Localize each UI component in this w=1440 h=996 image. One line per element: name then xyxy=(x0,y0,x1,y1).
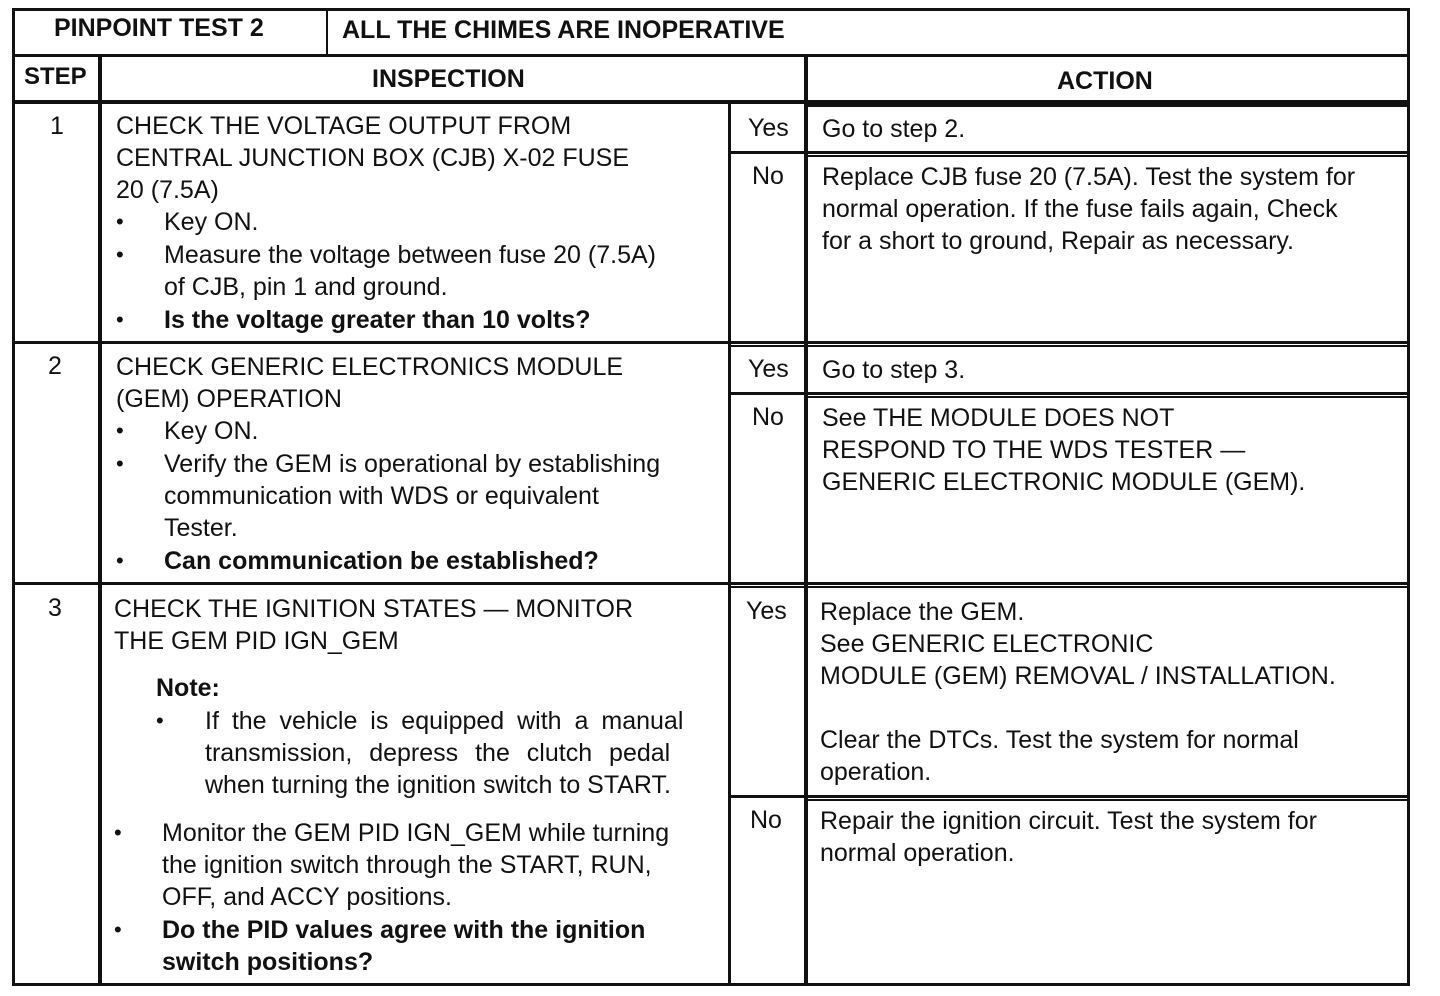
procedure-item: the ignition switch through the START, RUN, xyxy=(162,851,652,879)
yes-action: Go to step 3. xyxy=(822,356,966,384)
procedure-question: Can communication be established? xyxy=(164,547,599,575)
yes-action-line: operation. xyxy=(820,758,932,786)
column-header-step: STEP xyxy=(24,63,87,90)
note-text-line: transmission, depress the clutch pedal xyxy=(205,739,671,767)
procedure-item: Monitor the GEM PID IGN_GEM while turning xyxy=(162,819,670,847)
step-heading-line: CENTRAL JUNCTION BOX (CJB) X-02 FUSE xyxy=(116,144,630,172)
table-border-bottom xyxy=(12,983,1410,986)
bullet-icon: • xyxy=(116,451,124,476)
title-separator xyxy=(326,8,328,55)
title-bottom-line xyxy=(12,54,1410,57)
table-border-top xyxy=(12,8,1410,11)
row2-shadow-line xyxy=(731,586,1410,588)
bullet-icon: • xyxy=(116,418,124,443)
bullet-icon: • xyxy=(114,820,122,845)
no-action-line: Replace CJB fuse 20 (7.5A). Test the system for xyxy=(822,163,1356,191)
yes-action-line: See GENERIC ELECTRONIC xyxy=(820,630,1154,658)
row1-bottom-line xyxy=(12,341,1410,344)
row3-yes-no-split xyxy=(730,795,1410,798)
row2-yes-no-split xyxy=(730,392,1410,395)
column-header-action-bottom xyxy=(806,104,1410,107)
row1-yes-no-split xyxy=(730,151,1410,154)
bullet-icon: • xyxy=(116,242,124,267)
procedure-question: switch positions? xyxy=(162,948,374,976)
yes-action-line: Clear the DTCs. Test the system for normal xyxy=(820,726,1299,754)
no-action-line: for a short to ground, Repair as necessary. xyxy=(822,227,1294,255)
step-heading-line: THE GEM PID IGN_GEM xyxy=(114,627,399,655)
no-action-line: Repair the ignition circuit. Test the system for xyxy=(820,807,1317,835)
column-header-action: ACTION xyxy=(1057,67,1153,95)
step-number: 3 xyxy=(48,594,62,622)
no-label: No xyxy=(750,806,782,834)
row1-shadow-line xyxy=(731,345,1410,347)
row2-bottom-line xyxy=(12,582,1410,585)
step-heading-line: CHECK GENERIC ELECTRONICS MODULE xyxy=(116,353,624,381)
procedure-item: Measure the voltage between fuse 20 (7.5A) xyxy=(164,241,656,269)
table-border-left xyxy=(12,8,15,986)
no-label: No xyxy=(752,162,784,190)
no-action-line: normal operation. If the fuse fails again, Check xyxy=(822,195,1338,223)
step-heading-line: (GEM) OPERATION xyxy=(116,385,342,413)
yes-no-column-line xyxy=(728,104,731,986)
row3-yes-no-split-shadow xyxy=(808,799,1410,801)
note-label: Note: xyxy=(156,674,220,702)
action-column-line xyxy=(804,55,808,986)
bullet-icon: • xyxy=(114,917,122,942)
column-header-inspection: INSPECTION xyxy=(372,65,525,93)
no-action-line: See THE MODULE DOES NOT xyxy=(822,404,1175,432)
procedure-question: Do the PID values agree with the ignition xyxy=(162,916,646,944)
yes-action-line: MODULE (GEM) REMOVAL / INSTALLATION. xyxy=(820,662,1336,690)
no-action-line: GENERIC ELECTRONIC MODULE (GEM). xyxy=(822,468,1306,496)
test-id: PINPOINT TEST 2 xyxy=(54,14,264,42)
procedure-item: Key ON. xyxy=(164,208,259,236)
yes-label: Yes xyxy=(748,355,789,383)
step-heading-line: CHECK THE IGNITION STATES — MONITOR xyxy=(114,595,634,623)
step-number: 1 xyxy=(50,112,64,140)
yes-action: Go to step 2. xyxy=(822,115,966,143)
bullet-icon: • xyxy=(116,307,124,332)
no-label: No xyxy=(752,403,784,431)
bullet-icon: • xyxy=(116,209,124,234)
procedure-item: Tester. xyxy=(164,514,238,542)
step-heading-line: CHECK THE VOLTAGE OUTPUT FROM xyxy=(116,112,572,140)
procedure-item: communication with WDS or equivalent xyxy=(164,482,599,510)
yes-action-line: Replace the GEM. xyxy=(820,598,1025,626)
no-action-line: normal operation. xyxy=(820,839,1015,867)
test-title: ALL THE CHIMES ARE INOPERATIVE xyxy=(342,16,785,44)
step-number: 2 xyxy=(48,352,62,380)
yes-label: Yes xyxy=(748,114,789,142)
procedure-item: Verify the GEM is operational by establishing xyxy=(164,450,661,478)
procedure-item: Key ON. xyxy=(164,417,259,445)
procedure-item: OFF, and ACCY positions. xyxy=(162,883,452,911)
row2-yes-no-split-shadow xyxy=(808,396,1410,398)
note-text-line: If the vehicle is equipped with a manual xyxy=(205,707,684,735)
no-action-line: RESPOND TO THE WDS TESTER — xyxy=(822,436,1246,464)
step-column-line xyxy=(98,55,102,986)
yes-label: Yes xyxy=(746,597,787,625)
note-text-line: when turning the ignition switch to START. xyxy=(205,771,671,799)
procedure-item: of CJB, pin 1 and ground. xyxy=(164,273,448,301)
procedure-question: Is the voltage greater than 10 volts? xyxy=(164,306,591,334)
bullet-icon: • xyxy=(156,708,164,733)
step-heading-line: 20 (7.5A) xyxy=(116,176,219,204)
row1-yes-no-split-shadow xyxy=(808,155,1410,157)
bullet-icon: • xyxy=(116,548,124,573)
